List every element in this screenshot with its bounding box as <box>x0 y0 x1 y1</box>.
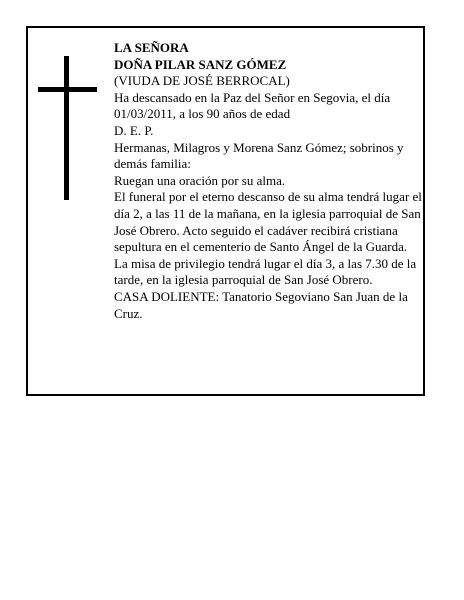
notice-heading: LA SEÑORA <box>114 40 189 55</box>
mourning-house: CASA DOLIENTE: Tanatorio Segoviano San Juan de la Cruz. <box>114 288 408 321</box>
latin-cross-icon <box>38 56 98 200</box>
family-members: Hermanas, Milagros y Morena Sanz Gómez; sobrinos y demás familia: <box>114 139 404 172</box>
widow-of-line: (VIUDA DE JOSÉ BERROCAL) <box>114 73 290 89</box>
deceased-name: DOÑA PILAR SANZ GÓMEZ <box>114 56 287 72</box>
rest-in-peace: D. E. P. <box>114 122 154 138</box>
cross-horizontal-bar <box>38 87 97 92</box>
prayer-request: Ruegan una oración por su alma. <box>114 172 286 188</box>
death-statement: Ha descansado en la Paz del Señor en Segovia, el día 01/03/2011, a los 90 años de edad <box>114 89 391 122</box>
funeral-details: El funeral por el eterno descanso de su alma tendrá lugar el día 2, a las 11 de la mañana, en la iglesia parroquial de San José Obrero. Acto seguido el cadáver recibirá cristiana sepultura en el cementerio de Santo Ángel de la Guarda. La misa de privilegio tendrá lugar el día 3, a las 7.30 de la tarde, en la iglesia parroquial de San José Obrero. <box>114 189 422 288</box>
cross-vertical-bar <box>64 56 69 200</box>
obituary-notice <box>26 26 425 396</box>
obituary-text <box>114 40 424 322</box>
